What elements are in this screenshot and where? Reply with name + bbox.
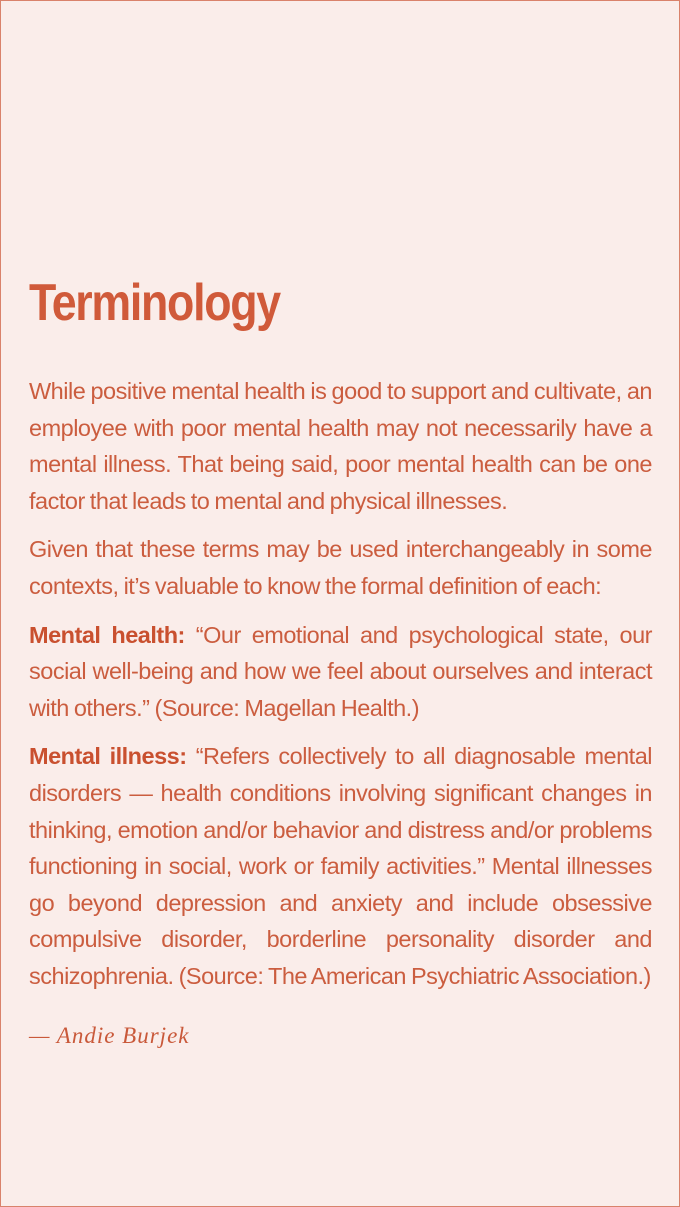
definition-mental-health-text: “Our emotional and psychological state, our social well-being and how we feel about ourselves and interact with others.” (Source: Magellan Health.): [29, 621, 652, 721]
definition-mental-illness-text: “Refers collectively to all diagnosable mental disorders — health conditions involving significant changes in thinking, emotion and/or behavior and distress and/or problems functioning in social, work or family activities.” Mental illnesses go beyond depression and anxiety and include obsessive compulsive disorder, borderline personality disorder and schizophrenia. (Source: The American Psychiatric Association.): [29, 743, 653, 989]
sidebar-title: Terminology: [29, 274, 280, 332]
term-mental-health: Mental health:: [29, 621, 185, 648]
context-paragraph: Given that these terms may be used interchangeably in some contexts, it’s valuable to know the formal definition of each:: [29, 536, 652, 599]
term-mental-illness: Mental illness:: [29, 743, 187, 770]
intro-paragraph: While positive mental health is good to support and cultivate, an employee with poor mental health may not necessarily have a mental illness. That being said, poor mental health can be one factor that leads to mental and physical illnesses.: [29, 378, 652, 514]
sidebar-content: [29, 263, 652, 1049]
definition-mental-health: [29, 617, 652, 727]
definition-mental-illness: [29, 738, 652, 994]
author-byline: — Andie Burjek: [29, 1022, 190, 1048]
